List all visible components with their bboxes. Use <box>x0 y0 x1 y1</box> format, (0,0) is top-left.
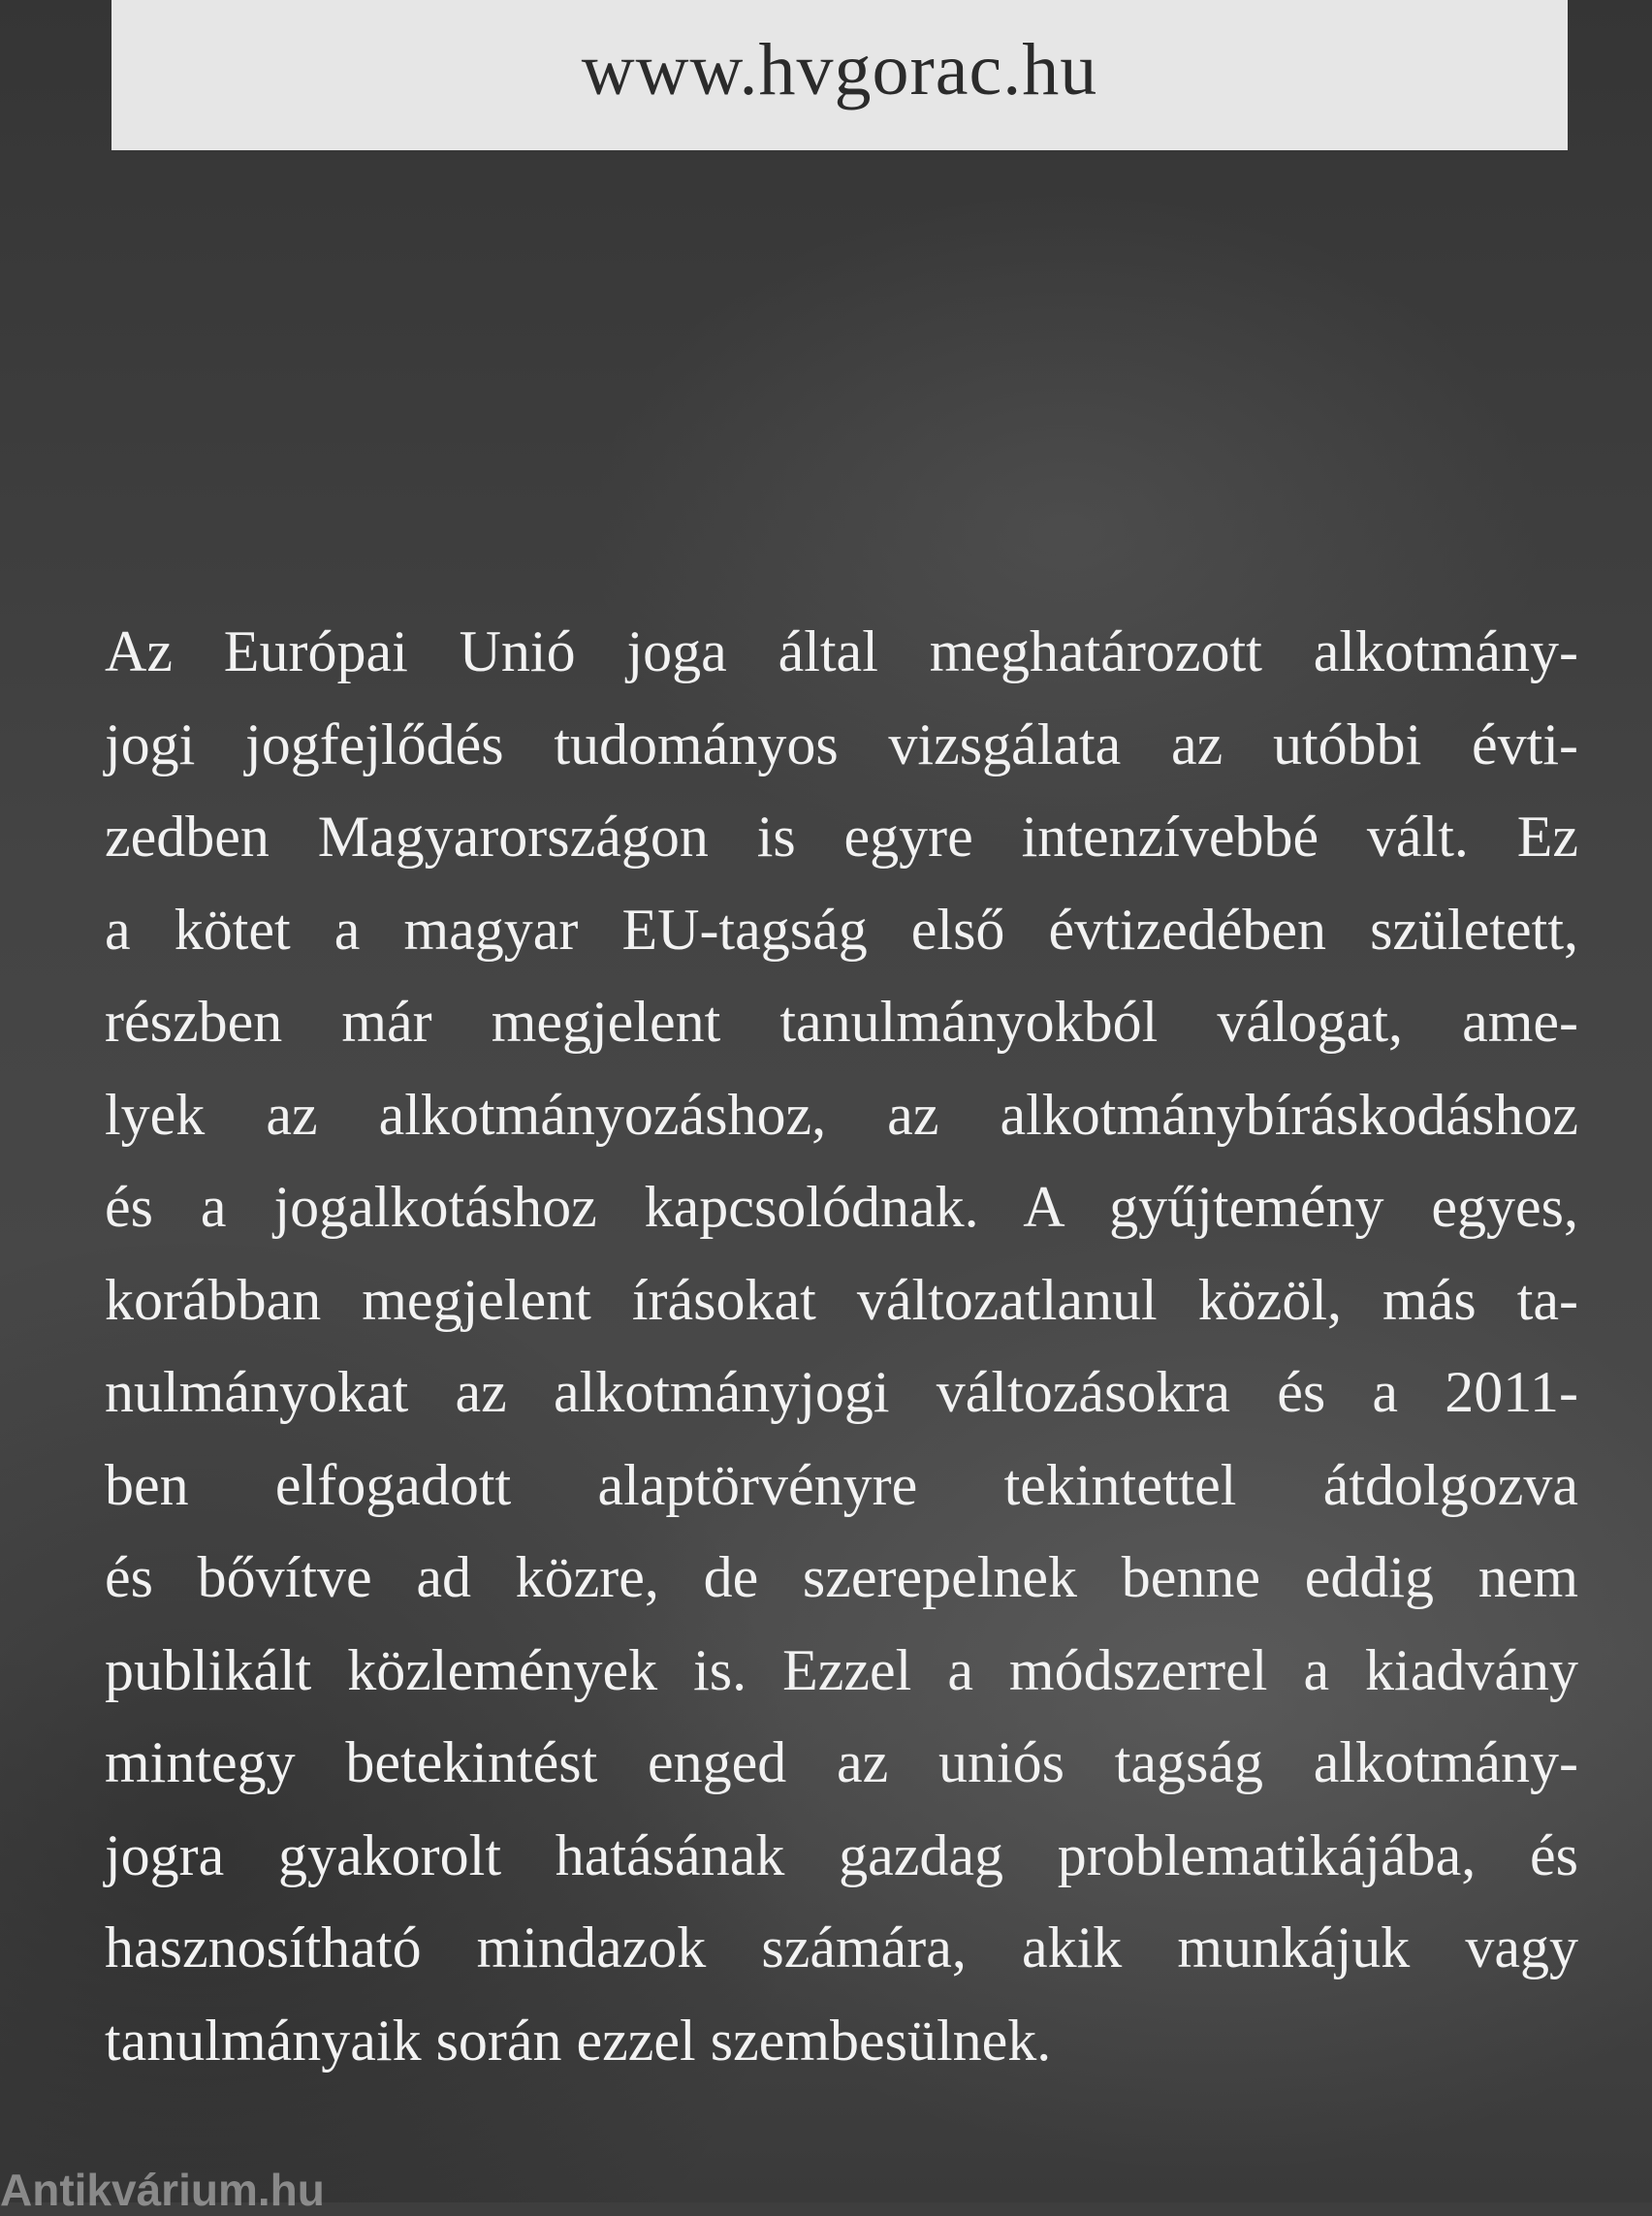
description-line: jogi jogfejlődés tudományos vizsgálata az utóbbi évti- <box>105 712 1578 776</box>
description-line-last: tanulmányaik során ezzel szembesülnek. <box>105 2008 1052 2073</box>
description-line: Az Európai Unió joga által meghatározott alkotmány- <box>105 619 1578 683</box>
publisher-url: www.hvgorac.hu <box>581 29 1098 111</box>
watermark-text: Antikvárium.hu <box>0 2165 325 2215</box>
description-line: publikált közlemények is. Ezzel a módszerrel a kiadvány <box>105 1637 1578 1702</box>
description-line: hasznosítható mindazok számára, akik munkájuk vagy <box>105 1915 1578 1979</box>
description-line: ben elfogadott alaptörvényre tekintettel átdolgozva <box>105 1452 1578 1517</box>
description-line: mintegy betekintést enged az uniós tagság alkotmány- <box>105 1730 1578 1794</box>
url-banner <box>111 0 1568 150</box>
description-line: jogra gyakorolt hatásának gazdag problematikájába, és <box>105 1822 1578 1887</box>
description-line: és bővítve ad közre, de szerepelnek benne eddig nem <box>105 1545 1578 1609</box>
description-line: nulmányokat az alkotmányjogi változásokra és a 2011- <box>105 1360 1578 1424</box>
description-line: részben már megjelent tanulmányokból válogat, ame- <box>105 990 1578 1054</box>
description-line: korábban megjelent írásokat változatlanul közöl, más ta- <box>105 1267 1578 1332</box>
description-line: a kötet a magyar EU-tagság első évtizedében született, <box>105 897 1578 962</box>
description-line: zedben Magyarországon is egyre intenzívebbé vált. Ez <box>105 805 1578 869</box>
description-line: lyek az alkotmányozáshoz, az alkotmánybíráskodáshoz <box>105 1082 1578 1147</box>
book-description <box>105 606 1578 2087</box>
description-line: és a jogalkotáshoz kapcsolódnak. A gyűjtemény egyes, <box>105 1175 1578 1239</box>
